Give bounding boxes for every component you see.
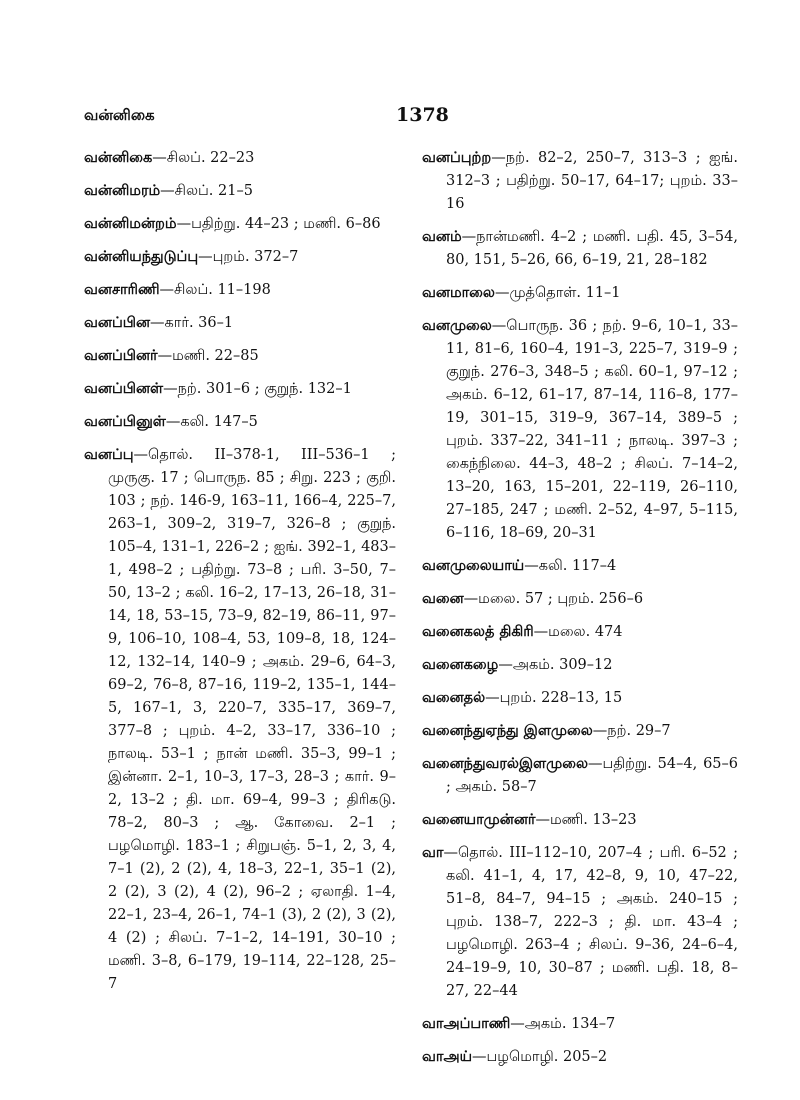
page-header	[84, 104, 744, 134]
index-entry	[84, 245, 396, 269]
entry-headword: வனமுலை	[422, 317, 492, 334]
entry-references: —சிலப். 22–23	[152, 150, 255, 166]
entry-headword: வன்னியந்துடுப்பு	[84, 248, 199, 265]
entry-references: —பதிற்று. 54–4, 65–6 ; அகம். 58–7	[446, 756, 738, 795]
entry-references: —புறம். 372–7	[198, 249, 299, 265]
index-entry	[422, 314, 738, 545]
entry-references: —புறம். 228–13, 15	[485, 690, 623, 706]
page-number: 1378	[396, 104, 449, 126]
entry-references: —பழமொழி. 205–2	[472, 1049, 608, 1065]
entry-headword: வாஅப்பாணி	[422, 1015, 511, 1032]
entry-references: —கலி. 117–4	[524, 558, 617, 574]
index-entry	[422, 653, 738, 677]
index-entry	[422, 1045, 738, 1069]
entry-references: —மலை. 57 ; புறம். 256–6	[463, 591, 644, 607]
entry-references: —முத்தொள். 11–1	[494, 285, 621, 301]
entry-headword: வாஅய்	[422, 1048, 472, 1065]
index-entry	[84, 344, 396, 368]
index-entry	[84, 410, 396, 434]
entry-headword: வனைந்துஏந்து இளமுலை	[422, 722, 593, 739]
right-column	[422, 146, 738, 1078]
entry-headword: வனமுலையாய்	[422, 557, 525, 574]
entry-headword: வனசாரிணி	[84, 281, 160, 298]
index-entry	[422, 146, 738, 216]
entry-headword: வனப்புற்ற	[422, 149, 492, 166]
index-entry	[422, 752, 738, 799]
entry-headword: வனம்	[422, 228, 462, 245]
index-entry	[422, 841, 738, 1003]
running-head: வன்னிகை	[84, 106, 155, 124]
entry-references: —நற். 29–7	[592, 723, 671, 739]
entry-headword: வா	[422, 844, 444, 861]
index-entry	[422, 225, 738, 272]
entry-headword: வனப்பினர்	[84, 347, 158, 364]
index-entry	[84, 311, 396, 335]
entry-references: —கலி. 147–5	[165, 414, 258, 430]
index-entry	[422, 719, 738, 743]
index-entry	[422, 281, 738, 305]
entry-references: —கார். 36–1	[150, 315, 234, 331]
entry-headword: வனப்பினுள்	[84, 413, 166, 430]
index-entry	[84, 212, 396, 236]
entry-references: —தொல். II–378-1, III–536–1 ; முருகு. 17 ; பொருந. 85 ; சிறு. 223 ; குறி. 103 ; நற். 146-9, 163–11, 166–4, 225–7, 263–1, 309–2, 319–7, 326–8 ; குறுந். 105–4, 131–1, 226–2 ; ஐங். 392–1, 483–1, 498–2 ; பதிற்று. 73–8 ; பரி. 3–50, 7–50, 13–2 ; கலி. 16–2, 17–13, 26–18, 31–14, 18, 53–15, 73–9, 82–19, 86–11, 97–9, 106–10, 108–4, 53, 109–8, 18, 124–12, 132–14, 140–9 ; அகம். 29–6, 64–3, 69–2, 76–8, 87–16, 119–2, 135–1, 144–5, 167–1, 3, 220–7, 335–17, 369–7, 377–8 ; புறம். 4–2, 33–17, 336–10 ; நாலடி. 53–1 ; நான் மணி. 35–3, 99–1 ; இன்னா. 2–1, 10–3, 17–3, 28–3 ; கார். 9–2, 13–2 ; தி. மா. 69–4, 99–3 ; திரிகடு. 78–2, 80–3 ; ஆ. கோவை. 2–1 ; பழமொழி. 183–1 ; சிறுபஞ். 5–1, 2, 3, 4, 7–1 (2), 2 (2), 4, 18–3, 22–1, 35–1 (2), 2 (2), 3 (2), 4 (2), 96–2 ; ஏலாதி. 1–4, 22–1, 23–4, 26–1, 74–1 (3), 2 (2), 3 (2), 4 (2) ; சிலப். 7–1–2, 14–191, 30–10 ; மணி. 3–8, 6–179, 19–114, 22–128, 25–7	[108, 447, 396, 992]
entry-headword: வன்னிகை	[84, 149, 153, 166]
index-entry	[422, 620, 738, 644]
entry-references: —தொல். III–112–10, 207–4 ; பரி. 6–52 ; கலி. 41–1, 4, 17, 42–8, 9, 10, 47–22, 51–8, 84–7, 94–15 ; அகம். 240–15 ; புறம். 138–7, 222–3 ; தி. மா. 43–4 ; பழமொழி. 263–4 ; சிலப். 9–36, 24–6–4, 24–19–9, 10, 30–87 ; மணி. பதி. 18, 8–27, 22–44	[443, 845, 738, 999]
entry-references: —மலை. 474	[533, 624, 623, 640]
index-entry	[422, 554, 738, 578]
entry-references: —நற். 301–6 ; குறுந். 132–1	[163, 381, 352, 397]
entry-references: —பதிற்று. 44–23 ; மணி. 6–86	[176, 216, 381, 232]
index-entry	[422, 587, 738, 611]
entry-headword: வனப்பின	[84, 314, 151, 331]
entry-references: —சிலப். 21–5	[160, 183, 253, 199]
entry-headword: வனை	[422, 590, 464, 607]
left-column	[84, 146, 396, 1005]
index-entry	[84, 443, 396, 996]
entry-headword: வன்னிமன்றம்	[84, 215, 177, 232]
entry-references: —மணி. 13–23	[535, 812, 637, 828]
index-entry	[84, 278, 396, 302]
entry-references: —பொருந. 36 ; நற். 9–6, 10–1, 33–11, 81–6, 160–4, 191–3, 225–7, 319–9 ; குறுந். 276–3, 348–5 ; கலி. 60–1, 97–12 ; அகம். 6–12, 61–17, 87–14, 116–8, 177–19, 301–15, 319–9, 367–14, 389–5 ; புறம். 337–22, 341–11 ; நாலடி. 397–3 ; கைந்நிலை. 44–3, 48–2 ; சிலப். 7–14–2, 13–20, 163, 15–201, 22–119, 26–110, 27–185, 247 ; மணி. 2–52, 4–97, 5–115, 6–116, 18–69, 20–31	[446, 318, 738, 541]
entry-headword: வனப்பினள்	[84, 380, 164, 397]
index-entry	[422, 1012, 738, 1036]
entry-references: —நான்மணி. 4–2 ; மணி. பதி. 45, 3–54, 80, 151, 5–26, 66, 6–19, 21, 28–182	[446, 229, 738, 268]
index-entry	[84, 146, 396, 170]
entry-references: —அகம். 309–12	[498, 657, 613, 673]
entry-headword: வனப்பு	[84, 446, 134, 463]
entry-headword: வனைகழை	[422, 656, 499, 673]
index-entry	[422, 686, 738, 710]
entry-headword: வனைதல்	[422, 689, 486, 706]
entry-headword: வனைந்துவரல்இளமுலை	[422, 755, 588, 772]
index-entry	[84, 179, 396, 203]
index-entry	[84, 377, 396, 401]
entry-headword: வனைகலத் திகிரி	[422, 623, 534, 640]
entry-headword: வனையாமுன்னர்	[422, 811, 536, 828]
index-entry	[422, 808, 738, 832]
entry-references: —நற். 82–2, 250–7, 313–3 ; ஐங். 312–3 ; பதிற்று. 50–17, 64–17; புறம். 33–16	[446, 150, 738, 212]
entry-headword: வனமாலை	[422, 284, 495, 301]
entry-references: —சிலப். 11–198	[159, 282, 271, 298]
entry-headword: வன்னிமரம்	[84, 182, 161, 199]
entry-references: —மணி. 22–85	[157, 348, 259, 364]
entry-references: —அகம். 134–7	[510, 1016, 616, 1032]
